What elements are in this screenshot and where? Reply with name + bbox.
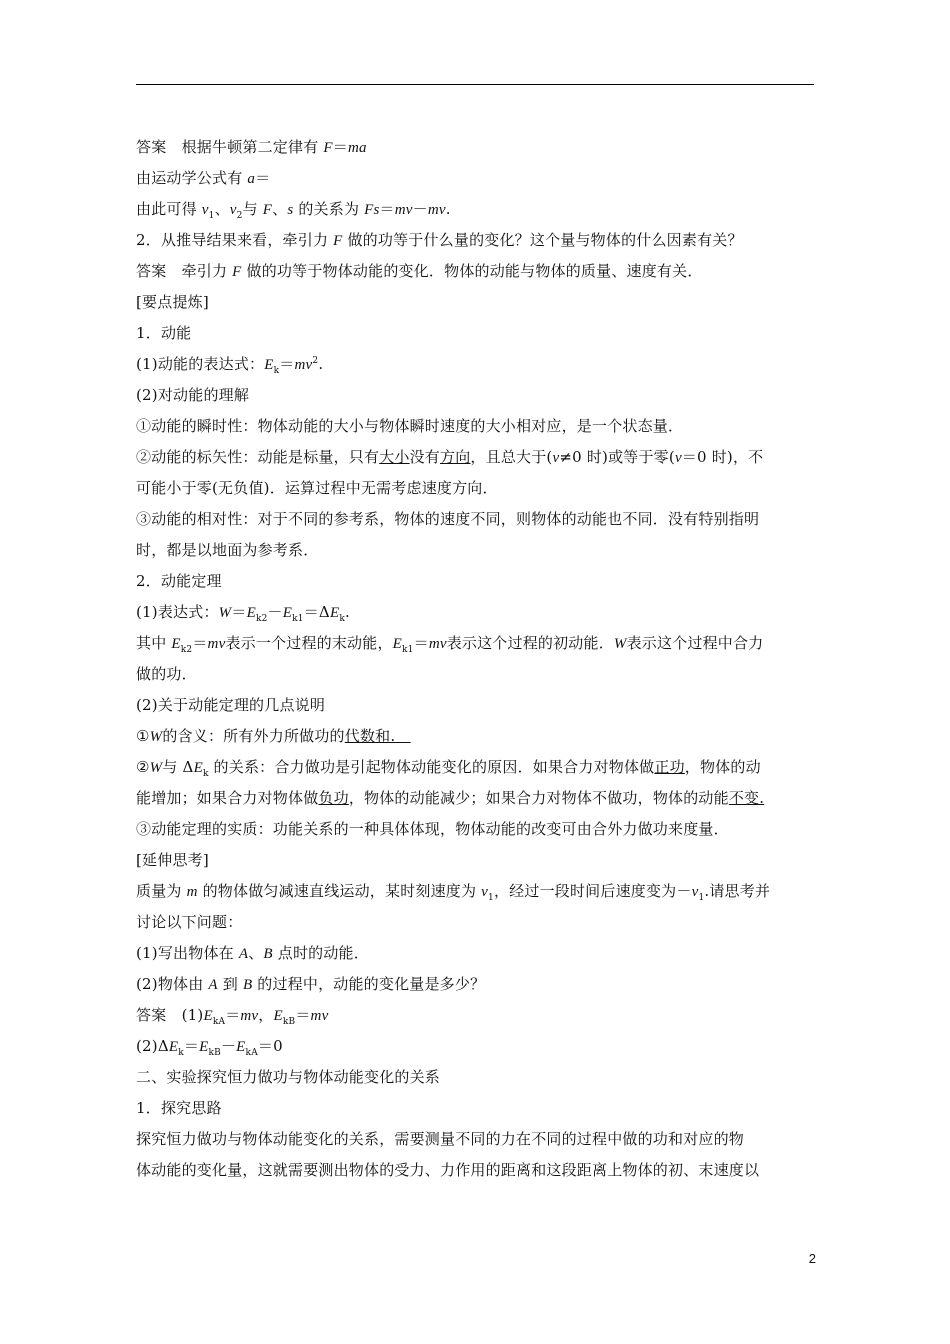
- text-line: [136, 504, 816, 535]
- text-segment: 到: [217, 975, 243, 993]
- text-segment: 大小: [379, 448, 410, 466]
- text-segment: 2: [312, 356, 319, 366]
- text-line: [136, 256, 816, 287]
- text-segment: －: [412, 200, 428, 218]
- text-line: [136, 1093, 816, 1124]
- text-segment: F: [262, 202, 273, 218]
- text-segment: E: [282, 605, 293, 621]
- text-line: [136, 132, 816, 163]
- text-segment: E: [236, 1039, 246, 1055]
- text-line: [136, 845, 816, 876]
- text-segment: B: [242, 977, 253, 993]
- text-segment: 1: [208, 211, 215, 221]
- text-segment: k2: [180, 645, 193, 655]
- text-line: [136, 938, 816, 969]
- text-line: [136, 628, 816, 659]
- text-segment: 可能小于零(无负值)．运算过程中无需考虑速度方向．: [136, 479, 498, 497]
- text-line: [136, 349, 816, 380]
- text-segment: 1: [488, 893, 494, 903]
- text-line: [136, 907, 816, 938]
- text-segment: ，物体的动: [684, 758, 761, 776]
- text-segment: [395, 727, 410, 745]
- text-segment: 做的功等于什么量的变化？这个量与物体的什么因素有关？: [342, 231, 743, 249]
- text-segment: ＝: [295, 1006, 311, 1024]
- text-segment: mv: [394, 202, 413, 218]
- text-segment: ＝: [192, 634, 208, 652]
- text-segment: 讨论以下问题：: [136, 913, 243, 931]
- text-segment: W: [149, 729, 163, 745]
- text-segment: k2: [255, 614, 268, 624]
- text-segment: ＝: [379, 200, 395, 218]
- text-line: [136, 752, 816, 783]
- text-segment: B: [263, 946, 273, 962]
- document-body: [136, 132, 816, 1186]
- text-segment: k: [273, 366, 280, 376]
- text-segment: mv: [310, 1008, 329, 1024]
- text-segment: 探究恒力做功与物体动能变化的关系，需要测量不同的力在不同的过程中做的功和对应的物: [136, 1130, 745, 1148]
- text-line: [136, 225, 816, 256]
- text-segment: 方向: [440, 448, 471, 466]
- text-segment: 时，都是以地面为参考系．: [136, 541, 319, 559]
- text-segment: ②动能的标矢性：动能是标量，只有: [136, 448, 380, 466]
- text-line: [136, 690, 816, 721]
- text-segment: E: [193, 760, 203, 776]
- text-segment: ＝: [183, 1037, 200, 1055]
- text-segment: ＝: [332, 138, 348, 156]
- text-segment: E: [171, 636, 181, 652]
- text-segment: 答案 根据牛顿第二定律有: [136, 138, 324, 156]
- text-segment: 其中: [136, 634, 172, 652]
- text-segment: (2)物体由: [136, 975, 209, 993]
- text-line: [136, 783, 816, 814]
- text-segment: 做的功．: [136, 665, 197, 683]
- text-line: [136, 442, 816, 473]
- text-segment: E: [199, 1039, 209, 1055]
- text-segment: ①: [136, 727, 150, 745]
- text-segment: 能增加；如果合力对物体做: [136, 789, 319, 807]
- text-segment: v: [201, 202, 209, 218]
- text-segment: W: [613, 636, 627, 652]
- text-line: [136, 318, 816, 349]
- text-segment: Fs: [364, 202, 380, 218]
- text-line: [136, 876, 816, 907]
- text-segment: W: [218, 605, 232, 621]
- text-segment: 1: [698, 893, 705, 903]
- text-segment: 由运动学公式有: [136, 169, 248, 187]
- text-line: [136, 380, 816, 411]
- text-segment: E: [273, 1008, 283, 1024]
- text-segment: .: [318, 355, 324, 373]
- text-segment: mv: [240, 1008, 259, 1024]
- text-line: [136, 969, 816, 1000]
- text-segment: (1)写出物体在: [136, 944, 239, 962]
- text-line: [136, 287, 816, 318]
- text-segment: ＝: [225, 1006, 241, 1024]
- text-segment: mv: [294, 357, 313, 373]
- text-line: [136, 1062, 816, 1093]
- text-segment: 的含义：所有外力所做功的: [162, 727, 345, 745]
- text-line: [136, 814, 816, 845]
- text-line: [136, 1000, 816, 1031]
- text-segment: k: [202, 769, 209, 779]
- text-segment: E: [246, 605, 256, 621]
- text-segment: v: [229, 202, 237, 218]
- text-segment: v: [552, 450, 560, 466]
- text-segment: 表示这个过程中合力: [626, 634, 764, 652]
- text-segment: 1．动能: [136, 324, 192, 342]
- text-segment: (2)关于动能定理的几点说明: [136, 696, 326, 714]
- text-segment: (1)表达式：: [136, 603, 219, 621]
- text-segment: 表示一个过程的末动能，: [225, 634, 393, 652]
- text-segment: kA: [245, 1048, 258, 1058]
- text-segment: 答案 牵引力: [136, 262, 233, 280]
- text-segment: 与: [242, 200, 263, 218]
- text-segment: F: [323, 140, 333, 156]
- text-segment: 没有: [409, 448, 441, 466]
- text-segment: 、: [214, 200, 230, 218]
- text-segment: ＝: [413, 634, 429, 652]
- text-segment: k: [178, 1048, 184, 1058]
- text-segment: 做的功等于物体动能的变化．物体的动能与物体的质量、速度有关．: [241, 262, 703, 280]
- text-segment: ma: [347, 140, 367, 156]
- text-segment: kB: [282, 1017, 296, 1027]
- text-segment: ≠0 时)或等于零(: [559, 448, 675, 466]
- text-segment: mv: [207, 636, 226, 652]
- text-segment: E: [203, 1008, 213, 1024]
- text-segment: 答案 (1): [136, 1006, 204, 1024]
- text-line: [136, 566, 816, 597]
- text-segment: W: [149, 760, 163, 776]
- text-segment: A: [238, 946, 249, 962]
- text-segment: 的过程中，动能的变化量是多少？: [252, 975, 486, 993]
- text-segment: ＝: [231, 603, 247, 621]
- text-segment: 质量为: [136, 882, 187, 900]
- text-segment: v: [691, 884, 699, 900]
- text-segment: [要点提炼]: [136, 293, 209, 311]
- text-segment: 、: [272, 200, 288, 218]
- text-segment: k1: [402, 645, 414, 655]
- text-segment: v: [674, 450, 682, 466]
- header-rule: [136, 84, 814, 85]
- text-segment: ，: [258, 1006, 274, 1024]
- text-segment: ＝0 时)，不: [681, 448, 764, 466]
- text-line: [136, 659, 816, 690]
- text-segment: 二、实验探究恒力做功与物体动能变化的关系: [136, 1068, 441, 1086]
- text-segment: ③动能定理的实质：功能关系的一种具体体现，物体动能的改变可由合外力做功来度量．: [136, 820, 729, 838]
- text-segment: 代数和.: [344, 727, 396, 745]
- text-segment: ，物体的动能减少；如果合力对物体不做功，物体的动能: [348, 789, 729, 807]
- text-segment: 、: [248, 944, 264, 962]
- text-segment: kB: [208, 1048, 221, 1058]
- text-line: [136, 411, 816, 442]
- text-segment: 2: [236, 211, 243, 221]
- text-line: [136, 1124, 816, 1155]
- text-segment: 体动能的变化量，这就需要测出物体的受力、力作用的距离和这段距离上物体的初、末速度以: [136, 1161, 760, 1179]
- text-segment: E: [264, 357, 274, 373]
- text-segment: E: [329, 605, 340, 621]
- text-segment: 2．动能定理: [136, 572, 222, 590]
- text-segment: E: [392, 636, 403, 652]
- text-segment: 1．探究思路: [136, 1099, 222, 1117]
- text-line: [136, 473, 816, 504]
- text-segment: 与 Δ: [162, 758, 194, 776]
- text-segment: v: [481, 884, 489, 900]
- text-segment: F: [333, 233, 343, 249]
- text-segment: 点时的动能．: [272, 944, 369, 962]
- text-segment: a: [247, 171, 256, 187]
- text-segment: 不变.: [728, 789, 765, 807]
- text-segment: [延伸思考]: [136, 851, 209, 869]
- text-line: [136, 597, 816, 628]
- text-segment: .请思考并: [704, 882, 771, 900]
- text-segment: －: [267, 603, 283, 621]
- text-segment: ，经过一段时间后速度变为－: [493, 882, 692, 900]
- text-segment: mv: [428, 636, 447, 652]
- text-segment: 正功: [654, 758, 685, 776]
- text-segment: 2．从推导结果来看，牵引力: [136, 231, 334, 249]
- text-line: [136, 194, 816, 225]
- text-line: [136, 163, 816, 194]
- text-segment: m: [186, 884, 198, 900]
- text-segment: (2)Δ: [136, 1037, 169, 1055]
- text-segment: ②: [136, 758, 150, 776]
- text-segment: kA: [212, 1017, 226, 1027]
- text-segment: A: [208, 977, 218, 993]
- text-segment: 表示这个过程的初动能．: [446, 634, 614, 652]
- text-segment: F: [232, 264, 242, 280]
- text-segment: k1: [292, 614, 304, 624]
- text-line: [136, 535, 816, 566]
- text-segment: E: [168, 1039, 179, 1055]
- text-segment: mv: [427, 202, 446, 218]
- text-segment: 的关系为: [293, 200, 365, 218]
- text-segment: －: [220, 1037, 237, 1055]
- text-line: [136, 1155, 816, 1186]
- text-segment: .: [445, 200, 451, 218]
- text-segment: ＝: [279, 355, 295, 373]
- text-segment: 的物体做匀减速直线运动，某时刻速度为: [197, 882, 482, 900]
- text-segment: .: [344, 603, 350, 621]
- page-number: 2: [808, 1251, 816, 1266]
- text-segment: 的关系：合力做功是引起物体动能变化的原因．如果合力对物体做: [208, 758, 655, 776]
- text-segment: (1)动能的表达式：: [136, 355, 265, 373]
- text-segment: ③动能的相对性：对于不同的参考系，物体的速度不同，则物体的动能也不同．没有特别指明: [136, 510, 760, 528]
- text-segment: 由此可得: [136, 200, 202, 218]
- text-segment: ，且总大于(: [470, 448, 553, 466]
- text-line: [136, 1031, 816, 1062]
- text-segment: k: [339, 614, 345, 624]
- text-segment: ①动能的瞬时性：物体动能的大小与物体瞬时速度的大小相对应，是一个状态量．: [136, 417, 684, 435]
- text-segment: s: [287, 202, 294, 218]
- text-segment: 负功: [318, 789, 349, 807]
- text-segment: (2)对动能的理解: [136, 386, 250, 404]
- text-segment: ＝0: [257, 1037, 283, 1055]
- text-segment: ＝Δ: [303, 603, 330, 621]
- text-line: [136, 721, 816, 752]
- text-segment: ＝: [255, 169, 271, 187]
